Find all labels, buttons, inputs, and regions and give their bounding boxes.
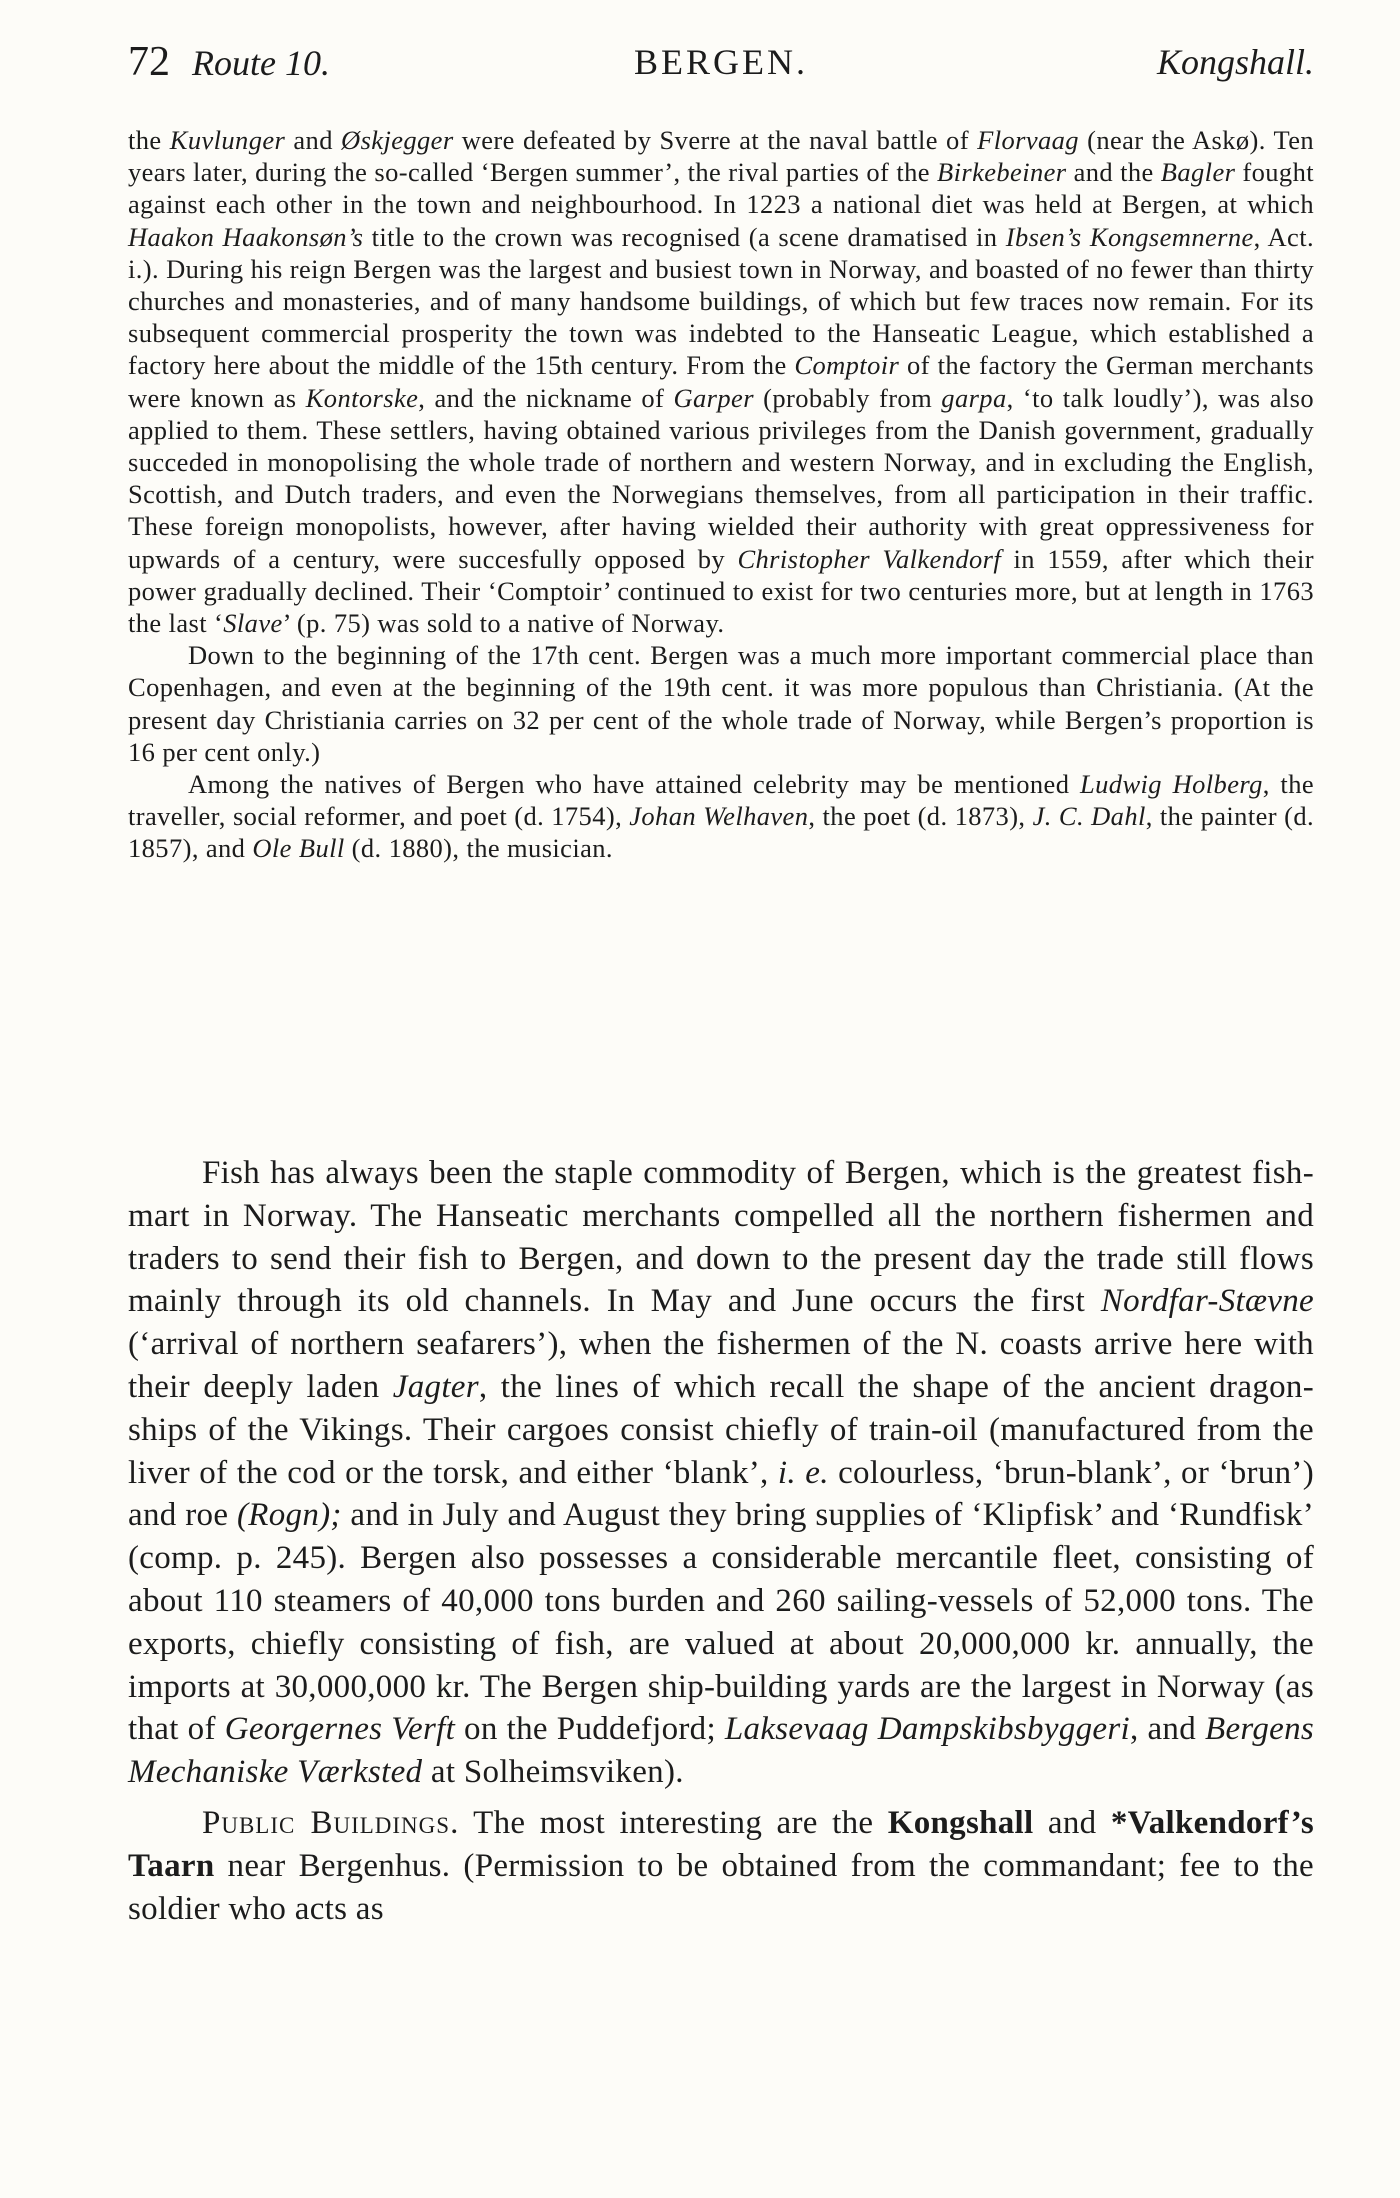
italic-text: Comptoir — [794, 350, 900, 381]
text-run: , the painter (d. 1857), and — [128, 801, 1315, 864]
text-run: title to the crown was recognised (a scene dramatised in — [363, 221, 1006, 252]
italic-text: Haakon Haakonsøn’s — [128, 221, 364, 252]
text-run: (probably from — [753, 382, 942, 413]
paragraph — [128, 124, 1314, 639]
text-run: , the lines of which recall the shape of the ancient dragon-ships of the Vikings. Their cargoes consist chiefly of train-oil (manufactured from the liver of the cod or the torsk, and either ‘blank’, — [128, 1368, 1314, 1491]
text-run: Fish has always been the staple commodity of Bergen, which is the greatest fish-mart in Norway. The Hanseatic merchants compelled all the northern fishermen and traders to send their fish to Bergen, and down to the present day the trade still flows mainly through its old channels. In May and June occurs the first — [128, 1155, 1314, 1320]
text-run: and the — [1066, 157, 1161, 188]
italic-text: Nordfar-Stævne — [1100, 1283, 1314, 1320]
italic-text: Christopher Valkendorf — [737, 543, 1002, 574]
text-run: Among the natives of Bergen who have attained celebrity may be mentioned — [188, 769, 1081, 800]
text-run: near Bergenhus. (Permission to be obtained from the commandant; fee to the soldier who acts as — [128, 1847, 1314, 1927]
text-run: and in July and August they bring supplies of ‘Klipfisk’ and ‘Rundfisk’ (comp. p. 245). Bergen also possesses a considerable mercantile fleet, consisting of about 110 steamers of 40,000 tons burden and 260 sailing-vessels of 52,000 tons. The exports, chiefly consisting of fish, are valued at about 20,000,000 kr. annually, the imports at 30,000,000 kr. The Bergen ship-building yards are the largest in Norway (as that of — [128, 1497, 1315, 1748]
bold-text: Kongshall — [887, 1804, 1034, 1841]
italic-text: Garper — [673, 382, 754, 413]
text-run: the — [128, 125, 170, 155]
italic-text: Birkebeiner — [937, 157, 1067, 188]
text-run: and — [1033, 1804, 1111, 1841]
italic-text: J. C. Dahl — [1032, 801, 1146, 832]
italic-text: Kontorske — [305, 382, 419, 413]
text-run: colourless, ‘brun-blank’, or ‘brun’) and roe — [128, 1454, 1315, 1534]
text-run: , the traveller, social reformer, and poet (d. 1754), — [128, 769, 1315, 832]
text-run: , and — [1129, 1711, 1205, 1748]
italic-text: Georgernes Verft — [224, 1711, 456, 1748]
italic-text: Slave — [223, 608, 283, 639]
italic-text: Ibsen’s Kongsemnerne — [1005, 221, 1254, 252]
text-run: on the Puddefjord; — [455, 1711, 725, 1748]
text-run: Down to the beginning of the 17th cent. Bergen was a much more important commercial place than Copenhagen, and even at the beginning of the 19th cent. it was more populous than Christiania. (At the present day Christiania carries on 32 per cent of the whole trade of Norway, while Bergen’s proportion is 16 per cent only.) — [128, 640, 1314, 767]
italic-text: Ludwig Holberg — [1080, 769, 1263, 800]
italic-text: garpa — [941, 382, 1007, 413]
text-run: ’ (p. 75) was sold to a native of Norway. — [282, 608, 725, 639]
text-run: , ‘to talk loudly’), was also applied to them. These settlers, having obtained various privileges from the Danish government, gradually succeded in monopolising the whole trade of northern and western Norway, and in excluding the English, Scottish, and Dutch traders, and even the Norwegians themselves, from all participation in their traffic. These foreign monopolists, however, after having wielded their authority with great oppressiveness for upwards of a century, were succesfully opposed by — [128, 382, 1314, 574]
italic-text: Florvaag — [977, 125, 1079, 155]
italic-text: Jagter — [392, 1368, 479, 1405]
bold-text: *Valkendorf’s Taarn — [128, 1804, 1314, 1884]
section-heading: Public Buildings. — [202, 1804, 460, 1841]
italic-text: Laksevaag Dampskibsbyggeri — [724, 1711, 1130, 1748]
header-section: Kongshall. — [1156, 42, 1314, 82]
italic-text: Johan Welhaven — [629, 801, 809, 832]
text-run: , and the nickname of — [418, 382, 674, 413]
text-run: The most interesting are the — [459, 1804, 888, 1841]
text-run: , Act. i.). During his reign Bergen was the largest and busiest town in Norway, and boasted of no fewer than thirty churches and monasteries, and of many handsome buildings, of which but few traces now remain. For its subsequent commercial prosperity the town was indebted to the Hanseatic League, which established a factory here about the middle of the 15th century. From the — [128, 221, 1314, 381]
italic-text: Bagler — [1160, 157, 1236, 188]
text-run: (d. 1880), the musician. — [344, 833, 613, 864]
text-run: at Solheimsviken). — [422, 1754, 684, 1791]
header-title: BERGEN. — [634, 42, 808, 82]
text-run: (near the Askø). Ten years later, during the so-called ‘Bergen summer’, the rival parties of the — [128, 125, 1315, 188]
paragraph — [128, 768, 1314, 865]
text-run: (‘arrival of northern seafarers’), when the fishermen of the N. coasts arrive here with their deeply laden — [128, 1326, 1314, 1405]
paragraph — [128, 1802, 1314, 1930]
text-run: in 1559, after which their power gradually declined. Their ‘Comptoir’ continued to exist for two centuries more, but at length in 1763 the last ‘ — [128, 543, 1314, 639]
text-run: , the poet (d. 1873), — [808, 801, 1033, 832]
paragraph — [128, 1152, 1314, 1794]
text-run: fought against each other in the town and neighbourhood. In 1223 a national diet was held at Bergen, at which — [128, 157, 1314, 220]
text-run: and — [285, 125, 342, 155]
paragraph — [128, 639, 1314, 768]
running-header — [128, 36, 1314, 88]
italic-text: Kuvlunger — [169, 125, 286, 155]
italic-text: Øskjegger — [341, 125, 454, 155]
main-text — [128, 1152, 1314, 1938]
page-number: 72 — [128, 39, 170, 85]
italic-text: i. e. — [777, 1454, 829, 1491]
italic-text: (Rogn); — [236, 1497, 342, 1534]
text-run: of the factory the German merchants were known as — [128, 350, 1314, 413]
italic-text: Ole Bull — [252, 833, 345, 864]
route-label: Route 10. — [192, 43, 330, 83]
small-print-history — [128, 124, 1314, 865]
italic-text: Bergens Mechaniske Værksted — [128, 1711, 1315, 1791]
text-run: were defeated by Sverre at the naval battle of — [453, 125, 978, 155]
